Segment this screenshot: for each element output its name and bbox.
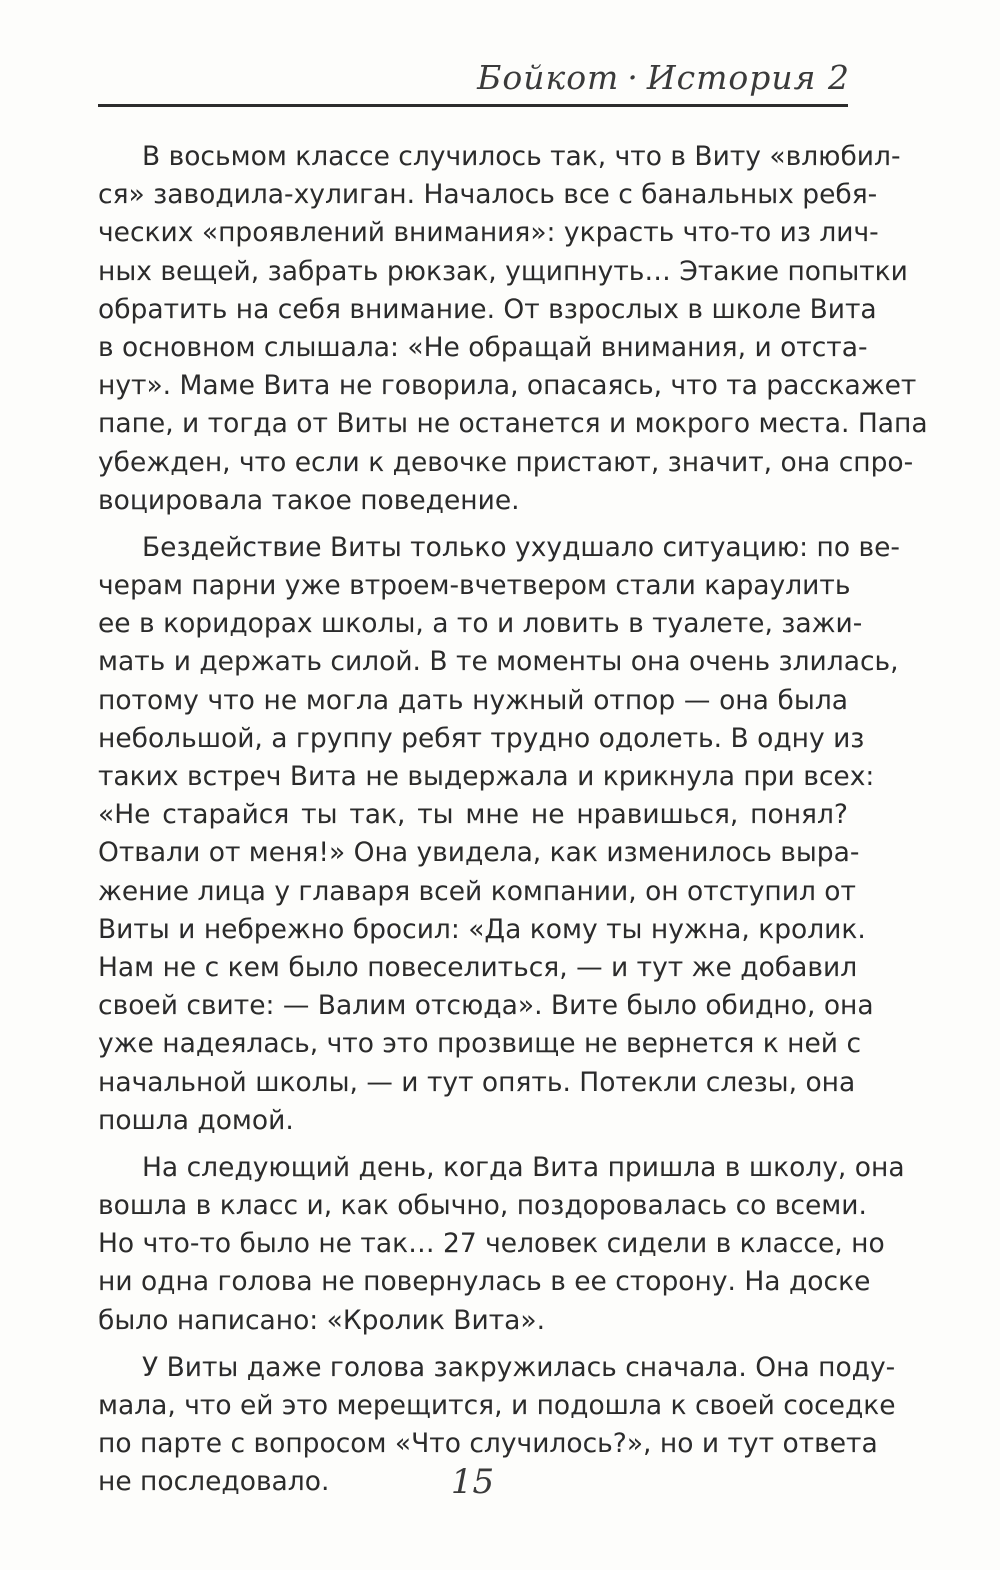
text-line: ных вещей, забрать рюкзак, ущипнуть… Этакие попытки <box>98 255 908 287</box>
text-line: Виты и небрежно бросил: «Да кому ты нужна, кролик. <box>98 913 866 945</box>
text-line: пошла домой. <box>98 1104 294 1136</box>
header-rule <box>98 104 848 107</box>
text-line: Бездействие Виты только ухудшало ситуацию: по ве- <box>142 531 900 563</box>
text-line: Отвали от меня!» Она увидела, как изменилось выра- <box>98 837 860 869</box>
page-number: 15 <box>450 1462 495 1502</box>
paragraph <box>98 1149 905 1340</box>
text-line: нут». Маме Вита не говорила, опасаясь, что та расскажет <box>98 370 917 402</box>
text-line: небольшой, а группу ребят трудно одолеть. В одну из <box>98 722 865 754</box>
text-line: «Не старайся ты так, ты мне не нравишься, понял? <box>98 799 848 831</box>
paragraph-gap <box>98 520 848 529</box>
text-line: В восьмом классе случилось так, что в Виту «влюбил- <box>142 141 901 172</box>
paragraph-gap <box>98 1340 848 1349</box>
text-line: было написано: «Кролик Вита». <box>98 1304 546 1336</box>
text-line: жение лица у главаря всей компании, он отступил от <box>98 875 856 907</box>
text-line: ся» заводила-хулиган. Началось все с банальных ребя- <box>98 179 878 211</box>
header-chapter: Бойкот <box>477 58 620 97</box>
text-line: Но что-то было не так… 27 человек сидели в классе, но <box>98 1228 885 1260</box>
text-line: папе, и тогда от Виты не останется и мокрого места. Папа <box>98 408 928 440</box>
text-line: потому что не могла дать нужный отпор — она была <box>98 684 848 716</box>
text-line: черам парни уже втроем-вчетвером стали караулить <box>98 570 851 602</box>
text-line: На следующий день, когда Вита пришла в школу, она <box>142 1151 905 1183</box>
body-text <box>98 138 928 1502</box>
paragraph <box>98 138 928 520</box>
text-line: не последовало. <box>98 1466 330 1498</box>
text-line: по парте с вопросом «Что случилось?», но и тут ответа <box>98 1428 878 1460</box>
text-line: обратить на себя внимание. От взрослых в школе Вита <box>98 293 877 325</box>
text-line: вошла в класс и, как обычно, поздоровалась со всеми. <box>98 1190 867 1222</box>
text-line: ее в коридорах школы, а то и ловить в туалете, зажи- <box>98 608 863 640</box>
text-line: уже надеялась, что это прозвище не вернется к ней с <box>98 1028 862 1060</box>
header-section: История 2 <box>646 58 850 97</box>
text-line: мала, что ей это мерещится, и подошла к своей соседке <box>98 1390 896 1421</box>
text-line: начальной школы, — и тут опять. Потекли слезы, она <box>98 1066 856 1098</box>
text-line: ни одна голова не повернулась в ее сторону. На доске <box>98 1266 871 1298</box>
text-line: таких встреч Вита не выдержала и крикнула при всех: <box>98 761 875 792</box>
paragraph-gap <box>98 1140 848 1149</box>
text-line: ческих «проявлений внимания»: украсть что-то из лич- <box>98 217 879 249</box>
text-line: убежден, что если к девочке пристают, значит, она спро- <box>98 446 914 478</box>
text-line: мать и держать силой. В те моменты она очень злилась, <box>98 646 899 678</box>
header-separator: · <box>627 58 639 97</box>
text-line: своей свите: — Валим отсюда». Вите было обидно, она <box>98 990 874 1022</box>
text-line: в основном слышала: «Не обращай внимания, и отста- <box>98 331 868 363</box>
running-header <box>477 58 850 97</box>
text-line: У Виты даже голова закружилась сначала. Она поду- <box>142 1351 896 1383</box>
text-line: Нам не с кем было повеселиться, — и тут же добавил <box>98 951 858 983</box>
paragraph <box>98 529 900 1140</box>
text-line: воцировала такое поведение. <box>98 484 520 516</box>
